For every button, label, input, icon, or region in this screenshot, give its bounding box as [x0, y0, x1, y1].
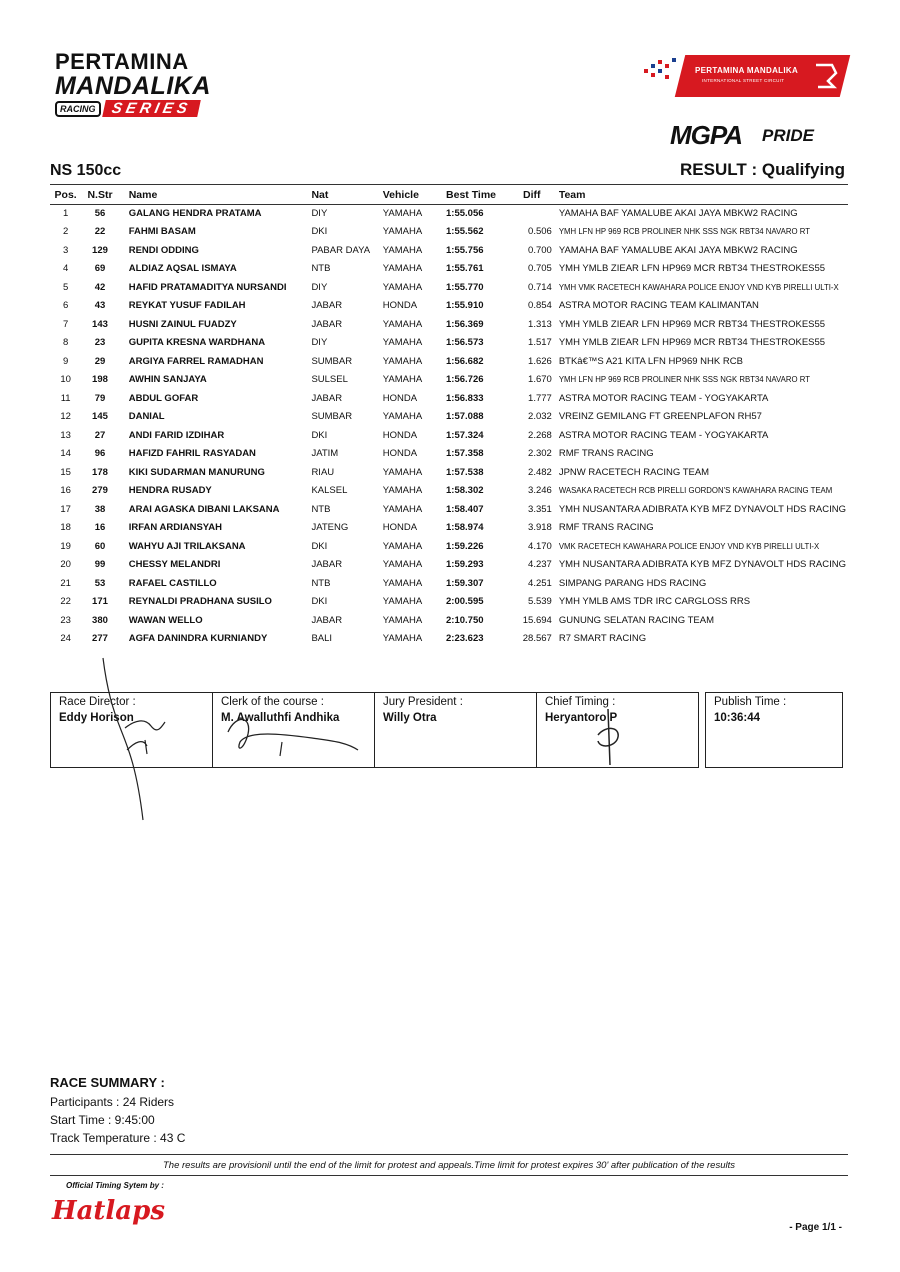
- official-label: Clerk of the course :: [221, 696, 324, 708]
- table-row: [50, 463, 848, 482]
- summary-start-time: Start Time : 9:45:00: [50, 1113, 155, 1127]
- cell-pos: 19: [60, 540, 71, 552]
- cell-nstr: 42: [94, 281, 106, 293]
- cell-team: ASTRA MOTOR RACING TEAM - YOGYAKARTA: [558, 429, 769, 441]
- table-row: [50, 426, 848, 445]
- cell-name: CHESSY MELANDRI: [128, 559, 221, 571]
- cell-best-time: 1:59.226: [446, 540, 484, 552]
- official-label: Race Director :: [59, 696, 136, 708]
- cell-name: ANDI FARID IZDIHAR: [128, 429, 225, 441]
- cell-nstr: 145: [92, 411, 108, 423]
- cell-vehicle: HONDA: [382, 448, 418, 460]
- cell-name: HENDRA RUSADY: [128, 485, 212, 497]
- cell-team: WASAKA RACETECH RCB PIRELLI GORDON'S KAWAHARA RACING TEAM: [558, 486, 833, 496]
- cell-nat: DKI: [311, 429, 328, 441]
- table-row: [50, 223, 848, 242]
- cell-diff: 1.670: [528, 374, 552, 386]
- table-row: [50, 500, 848, 519]
- cell-vehicle: HONDA: [382, 522, 418, 534]
- cell-nat: BALI: [311, 633, 333, 645]
- cell-pos: 8: [62, 337, 69, 349]
- cell-pos: 17: [60, 503, 71, 515]
- cell-diff: 3.918: [528, 522, 552, 534]
- cell-nat: JABAR: [311, 559, 343, 571]
- cell-name: RENDI ODDING: [128, 244, 199, 256]
- cell-team: BTKâ€™S A21 KITA LFN HP969 NHK RCB: [558, 355, 743, 367]
- cell-pos: 3: [62, 244, 69, 256]
- cell-team: VMK RACETECH KAWAHARA POLICE ENJOY VND KYB PIRELLI ULTI-X: [558, 541, 820, 551]
- cell-best-time: 2:10.750: [446, 614, 484, 626]
- cell-best-time: 1:56.833: [446, 392, 484, 404]
- cell-name: ARAI AGASKA DIBANI LAKSANA: [128, 503, 280, 515]
- cell-pos: 2: [62, 226, 69, 238]
- cell-nat: JATENG: [311, 522, 349, 534]
- cell-vehicle: YAMAHA: [382, 226, 423, 238]
- header-divider: [50, 184, 848, 185]
- circuit-dots-icon: [640, 55, 680, 97]
- table-row: [50, 260, 848, 279]
- cell-pos: 20: [60, 559, 71, 571]
- cell-nstr: 178: [92, 466, 108, 478]
- cell-diff: 15.694: [522, 614, 552, 626]
- cell-diff: 28.567: [522, 633, 552, 645]
- class-title: NS 150cc: [50, 162, 122, 179]
- cell-name: GUPITA KRESNA WARDHANA: [128, 337, 266, 349]
- cell-diff: 1.313: [528, 318, 552, 330]
- cell-diff: 0.700: [528, 244, 552, 256]
- cell-pos: 1: [62, 207, 69, 219]
- cell-vehicle: YAMAHA: [382, 466, 423, 478]
- cell-vehicle: HONDA: [382, 429, 418, 441]
- cell-nat: KALSEL: [311, 485, 348, 497]
- cell-nstr: 27: [94, 429, 106, 441]
- cell-vehicle: HONDA: [382, 392, 418, 404]
- cell-pos: 11: [60, 392, 71, 404]
- cell-nstr: 99: [94, 559, 106, 571]
- cell-diff: 0.705: [528, 263, 552, 275]
- cell-best-time: 1:57.324: [446, 429, 484, 441]
- cell-team: VREINZ GEMILANG FT GREENPLAFON RH57: [558, 411, 762, 423]
- cell-team: ASTRA MOTOR RACING TEAM - YOGYAKARTA: [558, 392, 769, 404]
- table-row: [50, 630, 848, 649]
- cell-pos: 23: [60, 614, 71, 626]
- cell-vehicle: YAMAHA: [382, 559, 423, 571]
- cell-name: KIKI SUDARMAN MANURUNG: [128, 466, 265, 478]
- cell-nat: DIY: [311, 207, 328, 219]
- table-row: [50, 611, 848, 630]
- cell-team: ASTRA MOTOR RACING TEAM KALIMANTAN: [558, 300, 759, 312]
- col-header-diff: Diff: [523, 189, 541, 201]
- cell-team: YMH NUSANTARA ADIBRATA KYB MFZ DYNAVOLT HDS RACING: [558, 503, 846, 515]
- table-row: [50, 241, 848, 260]
- table-row: [50, 334, 848, 353]
- table-row: [50, 408, 848, 427]
- logo-text-racing: RACING: [55, 101, 101, 117]
- footer-divider-bottom: [50, 1175, 848, 1176]
- cell-nat: DIY: [311, 281, 328, 293]
- cell-pos: 5: [62, 281, 69, 293]
- cell-name: ALDIAZ AQSAL ISMAYA: [128, 263, 237, 275]
- cell-diff: 0.714: [528, 281, 552, 293]
- official-name: Eddy Horison: [59, 712, 134, 724]
- cell-vehicle: YAMAHA: [382, 633, 423, 645]
- result-title: RESULT : Qualifying: [680, 160, 845, 179]
- cell-nat: JATIM: [311, 448, 339, 460]
- cell-best-time: 1:55.756: [446, 244, 484, 256]
- cell-best-time: 1:59.293: [446, 559, 484, 571]
- cell-vehicle: YAMAHA: [382, 596, 423, 608]
- signature-race-director: [85, 650, 195, 830]
- cell-nstr: 22: [94, 226, 106, 238]
- cell-vehicle: YAMAHA: [382, 374, 423, 386]
- cell-best-time: 1:56.573: [446, 337, 484, 349]
- cell-diff: [510, 204, 554, 223]
- cell-nstr: 277: [92, 633, 108, 645]
- official-name: M. Awalluthfi Andhika: [221, 712, 340, 724]
- official-label: Chief Timing :: [545, 696, 616, 708]
- circuit-track-icon: [810, 61, 840, 91]
- table-row: [50, 389, 848, 408]
- cell-pos: 16: [60, 485, 71, 497]
- cell-team: SIMPANG PARANG HDS RACING: [558, 577, 707, 589]
- cell-diff: 5.539: [528, 596, 552, 608]
- timing-by-label: Official Timing Sytem by :: [66, 1181, 164, 1190]
- col-header-vehicle: Vehicle: [382, 189, 419, 201]
- table-row: [50, 315, 848, 334]
- cell-team: RMF TRANS RACING: [558, 522, 654, 534]
- mgpa-logo: [670, 120, 742, 151]
- cell-pos: 12: [60, 411, 71, 423]
- cell-best-time: 1:55.761: [446, 263, 484, 275]
- col-header-team: Team: [558, 189, 586, 201]
- cell-best-time: 1:58.302: [446, 485, 484, 497]
- cell-diff: 4.237: [528, 559, 552, 571]
- circuit-logo: [640, 55, 845, 97]
- cell-diff: 3.351: [528, 503, 552, 515]
- cell-team: YMH NUSANTARA ADIBRATA KYB MFZ DYNAVOLT HDS RACING: [558, 559, 846, 571]
- cell-best-time: 1:56.369: [446, 318, 484, 330]
- cell-vehicle: YAMAHA: [382, 244, 423, 256]
- cell-best-time: 1:57.538: [446, 466, 484, 478]
- cell-vehicle: HONDA: [382, 300, 418, 312]
- cell-vehicle: YAMAHA: [382, 485, 423, 497]
- cell-pos: 4: [62, 263, 69, 275]
- cell-nat: NTB: [311, 263, 331, 275]
- race-summary: [50, 1074, 185, 1147]
- cell-nstr: 69: [94, 263, 106, 275]
- results-body: [50, 204, 848, 648]
- cell-diff: 2.302: [528, 448, 552, 460]
- cell-nstr: 43: [94, 300, 106, 312]
- cell-pos: 14: [60, 448, 71, 460]
- cell-nstr: 53: [94, 577, 106, 589]
- cell-team: YMH LFN HP 969 RCB PROLINER NHK SSS NGK RBT34 NAVARO RT: [558, 375, 810, 385]
- cell-nstr: 198: [92, 374, 108, 386]
- results-table: [50, 186, 848, 648]
- table-row: [50, 204, 848, 223]
- cell-vehicle: YAMAHA: [382, 540, 423, 552]
- cell-pos: 6: [62, 300, 69, 312]
- pride-logo-text: PRIDE: [762, 126, 814, 145]
- table-row: [50, 482, 848, 501]
- official-name: Heryantoro P: [545, 712, 618, 724]
- cell-best-time: 1:56.726: [446, 374, 484, 386]
- cell-diff: 1.626: [528, 355, 552, 367]
- cell-diff: 3.246: [528, 485, 552, 497]
- cell-name: HAFIZD FAHRIL RASYADAN: [128, 448, 256, 460]
- cell-pos: 24: [60, 633, 71, 645]
- cell-pos: 9: [62, 355, 69, 367]
- circuit-logo-title: PERTAMINA MANDALIKA: [695, 66, 799, 75]
- cell-name: ARGIYA FARREL RAMADHAN: [128, 355, 264, 367]
- cell-nat: DKI: [311, 540, 328, 552]
- cell-nat: JABAR: [311, 392, 343, 404]
- cell-nstr: 29: [94, 355, 106, 367]
- cell-team: YMH YMLB AMS TDR IRC CARGLOSS RRS: [558, 596, 751, 608]
- cell-nat: NTB: [311, 503, 331, 515]
- cell-team: R7 SMART RACING: [558, 633, 647, 645]
- cell-diff: 0.854: [528, 300, 552, 312]
- cell-pos: 21: [60, 577, 71, 589]
- cell-name: IRFAN ARDIANSYAH: [128, 522, 222, 534]
- cell-nat: JABAR: [311, 318, 343, 330]
- cell-best-time: 1:57.088: [446, 411, 484, 423]
- cell-nstr: 96: [94, 448, 106, 460]
- cell-nstr: 380: [92, 614, 108, 626]
- cell-pos: 10: [60, 374, 71, 386]
- cell-best-time: 1:57.358: [446, 448, 484, 460]
- table-row: [50, 593, 848, 612]
- cell-best-time: 1:55.770: [446, 281, 484, 293]
- summary-title: RACE SUMMARY :: [50, 1075, 165, 1090]
- cell-nat: RIAU: [311, 466, 335, 478]
- signature-chief-timing: [590, 705, 630, 769]
- cell-best-time: 2:23.623: [446, 633, 484, 645]
- mgpa-logo-text: MGPA: [670, 120, 743, 150]
- cell-name: WAHYU AJI TRILAKSANA: [128, 540, 246, 552]
- cell-pos: 13: [60, 429, 71, 441]
- col-header-nat: Nat: [311, 189, 329, 201]
- cell-diff: 2.268: [528, 429, 552, 441]
- col-header-nstr: N.Str: [87, 189, 113, 201]
- official-publish-time: [705, 692, 843, 768]
- page-number: - Page 1/1 -: [789, 1222, 842, 1233]
- summary-track-temperature: Track Temperature : 43 C: [50, 1131, 186, 1145]
- cell-vehicle: YAMAHA: [382, 337, 423, 349]
- cell-best-time: 1:58.974: [446, 522, 484, 534]
- cell-nat: SULSEL: [311, 374, 348, 386]
- cell-vehicle: YAMAHA: [382, 411, 423, 423]
- cell-nstr: 16: [94, 522, 106, 534]
- official-name: 10:36:44: [714, 712, 761, 724]
- cell-vehicle: YAMAHA: [382, 318, 423, 330]
- cell-team: GUNUNG SELATAN RACING TEAM: [558, 614, 715, 626]
- cell-vehicle: YAMAHA: [382, 503, 423, 515]
- col-header-best-time: Best Time: [446, 189, 497, 201]
- cell-name: FAHMI BASAM: [128, 226, 196, 238]
- summary-participants: Participants : 24 Riders: [50, 1095, 175, 1109]
- table-row: [50, 556, 848, 575]
- table-row: [50, 519, 848, 538]
- cell-nstr: 38: [94, 503, 106, 515]
- col-header-pos: Pos.: [54, 189, 77, 201]
- logo-text-series: SERIES: [102, 100, 201, 117]
- cell-nat: SUMBAR: [311, 355, 353, 367]
- table-row: [50, 537, 848, 556]
- cell-nstr: 143: [92, 318, 108, 330]
- cell-team: YMH VMK RACETECH KAWAHARA POLICE ENJOY VND KYB PIRELLI ULTI-X: [558, 282, 839, 292]
- table-row: [50, 371, 848, 390]
- cell-diff: 2.482: [528, 466, 552, 478]
- cell-nat: DKI: [311, 596, 328, 608]
- cell-vehicle: YAMAHA: [382, 614, 423, 626]
- table-row: [50, 352, 848, 371]
- official-name: Willy Otra: [383, 712, 437, 724]
- cell-pos: 18: [60, 522, 71, 534]
- col-header-name: Name: [128, 189, 158, 201]
- cell-nat: JABAR: [311, 614, 343, 626]
- cell-pos: 7: [62, 318, 69, 330]
- cell-best-time: 1:58.407: [446, 503, 484, 515]
- cell-nstr: 60: [94, 540, 106, 552]
- table-row: [50, 574, 848, 593]
- cell-pos: 22: [60, 596, 71, 608]
- circuit-logo-subtitle: INTERNATIONAL STREET CIRCUIT: [702, 78, 785, 83]
- cell-name: HAFID PRATAMADITYA NURSANDI: [128, 281, 287, 293]
- cell-best-time: 1:55.910: [446, 300, 484, 312]
- table-row: [50, 278, 848, 297]
- cell-nat: PABAR DAYA: [311, 244, 371, 256]
- table-row: [50, 445, 848, 464]
- cell-name: DANIAL: [128, 411, 165, 423]
- cell-best-time: 1:55.562: [446, 226, 484, 238]
- table-row: [50, 297, 848, 316]
- cell-team: YMH YMLB ZIEAR LFN HP969 MCR RBT34 THESTROKES55: [558, 263, 826, 275]
- cell-diff: 4.170: [528, 540, 552, 552]
- cell-best-time: 1:56.682: [446, 355, 484, 367]
- signature-clerk: [222, 712, 372, 758]
- cell-nat: DIY: [311, 337, 328, 349]
- cell-pos: 15: [60, 466, 71, 478]
- official-jury-president: [374, 692, 537, 768]
- cell-team: YMH YMLB ZIEAR LFN HP969 MCR RBT34 THESTROKES55: [558, 318, 826, 330]
- cell-team: JPNW RACETECH RACING TEAM: [558, 466, 710, 478]
- cell-name: AGFA DANINDRA KURNIANDY: [128, 633, 268, 645]
- cell-team: YMH LFN HP 969 RCB PROLINER NHK SSS NGK RBT34 NAVARO RT: [558, 227, 810, 237]
- footer-divider-top: [50, 1154, 848, 1155]
- cell-team: YAMAHA BAF YAMALUBE AKAI JAYA MBKW2 RACING: [558, 244, 798, 256]
- protest-notice: The results are provisionil until the end of the limit for protest and appeals.Time limit for protest expires 30' after publication of the results: [162, 1160, 735, 1171]
- cell-nstr: 79: [94, 392, 106, 404]
- table-header-row: [50, 186, 848, 204]
- series-logo: [55, 50, 220, 117]
- cell-team: YMH YMLB ZIEAR LFN HP969 MCR RBT34 THESTROKES55: [558, 337, 826, 349]
- pride-logo: [762, 126, 814, 146]
- cell-nstr: 279: [92, 485, 108, 497]
- hatlaps-logo: Hatlaps: [52, 1196, 165, 1226]
- cell-nat: JABAR: [311, 300, 343, 312]
- cell-best-time: 2:00.595: [446, 596, 484, 608]
- cell-vehicle: YAMAHA: [382, 577, 423, 589]
- cell-name: HUSNI ZAINUL FUADZY: [128, 318, 237, 330]
- cell-nstr: 56: [94, 207, 106, 219]
- cell-vehicle: YAMAHA: [382, 281, 423, 293]
- cell-nat: SUMBAR: [311, 411, 353, 423]
- cell-nat: DKI: [311, 226, 328, 238]
- cell-diff: 1.517: [528, 337, 552, 349]
- cell-name: REYNALDI PRADHANA SUSILO: [128, 596, 272, 608]
- cell-vehicle: YAMAHA: [382, 355, 423, 367]
- cell-team: YAMAHA BAF YAMALUBE AKAI JAYA MBKW2 RACING: [558, 207, 798, 219]
- official-label: Publish Time :: [714, 696, 787, 708]
- cell-vehicle: YAMAHA: [382, 263, 423, 275]
- logo-text-mandalika: MANDALIKA: [55, 72, 211, 100]
- cell-diff: 0.506: [528, 226, 552, 238]
- logo-text-pertamina: PERTAMINA: [55, 49, 189, 74]
- cell-diff: 2.032: [528, 411, 552, 423]
- cell-name: ABDUL GOFAR: [128, 392, 199, 404]
- cell-nstr: 129: [92, 244, 108, 256]
- cell-name: RAFAEL CASTILLO: [128, 577, 217, 589]
- cell-nstr: 171: [92, 596, 108, 608]
- cell-name: WAWAN WELLO: [128, 614, 203, 626]
- cell-name: REYKAT YUSUF FADILAH: [128, 300, 246, 312]
- cell-nat: NTB: [311, 577, 331, 589]
- cell-team: RMF TRANS RACING: [558, 448, 654, 460]
- official-label: Jury President :: [383, 696, 463, 708]
- cell-name: AWHIN SANJAYA: [128, 374, 207, 386]
- cell-diff: 1.777: [528, 392, 552, 404]
- cell-best-time: 1:55.056: [446, 207, 484, 219]
- cell-name: GALANG HENDRA PRATAMA: [128, 207, 262, 219]
- cell-diff: 4.251: [528, 577, 552, 589]
- cell-vehicle: YAMAHA: [382, 207, 423, 219]
- cell-nstr: 23: [94, 337, 106, 349]
- cell-best-time: 1:59.307: [446, 577, 484, 589]
